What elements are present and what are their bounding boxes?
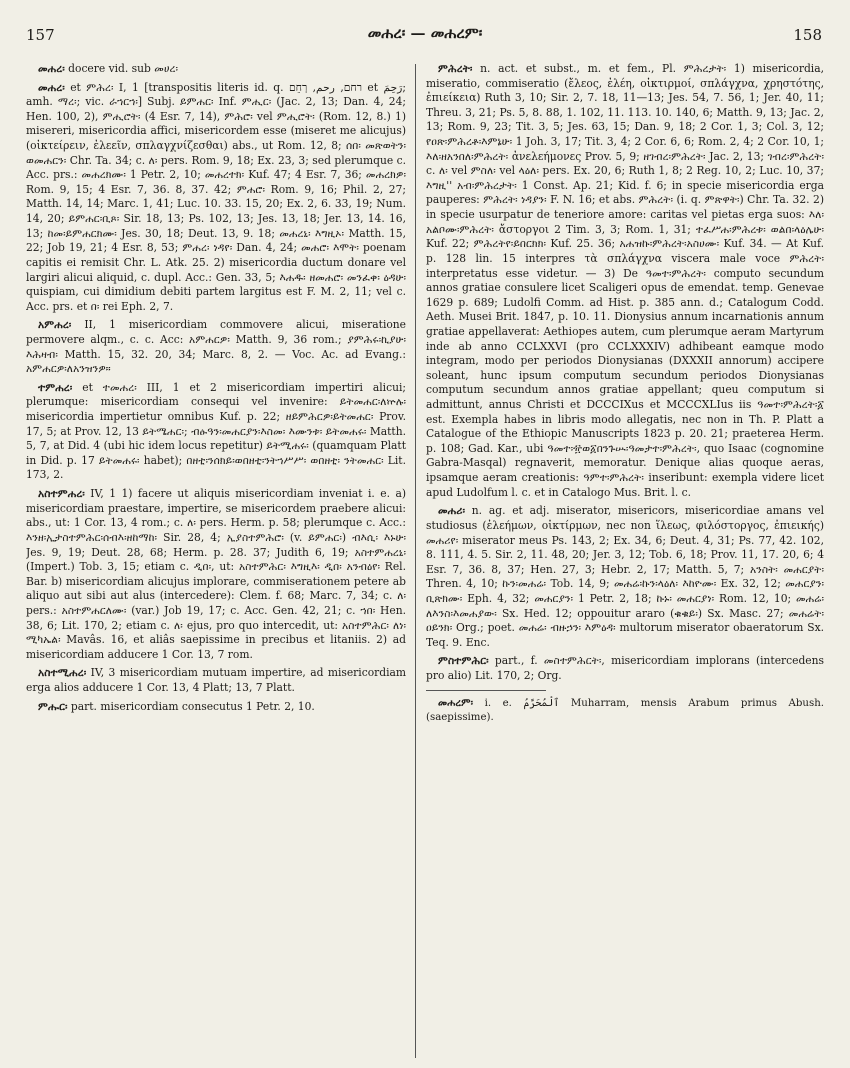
entry-text: n. ag. et adj. miserator, misericors, misericordiae amans vel studiosus (ἐλεήμων, οἰκτίρμων, nec non ἵλεως, φιλόστοργος, ἐπιεικής) መሐሪየ፡ miserator meus Ps. 143, 2; Ex. 34, 6; Deut. 4, 31; Ps. 77, 42. 102, 8. 111, 4. 5. Sir. 2, 11. 48, 20; Jer. 3, 12; Tob. 6, 18; Prov. 11, 17. 20, 6; 4 Esr. 7, 36. 8, 37; Hen. 27, 3; Hebr. 2, 17; Matth. 5, 7; አንስት፡ መሐርያት፡ Thren. 4, 10; ኩን፡መሐሬ፡ Tob. 14, 9; መሐሬ፡ኩን፡ላዕለ፡ እከዮሙ፡ Ex. 32, 12; መሐርያን፡ ቢጽክሙ፡ Eph. 4, 32; መሐርያን፡ 1 Petr. 2, 18; ኩኑ፡ መሐርያነ፡ Rom. 12, 10; መሐሬ፡ለእንስ፡እመሐያው፡ Sx. Hed. 12; oppouitur ararо (ቁቁይ፡) Sx. Masc. 27; መሐሬት፡ ዐይንክ፡ Org.; poet. መሐሬ፡ ብዙኃን፡ እምዕዳ፡ multorum miserator obaeratorum Sx. Teq. 9. Enc. bbox=[426, 504, 824, 649]
entry-headword: መሐረም፡ bbox=[438, 696, 474, 709]
right-column bbox=[426, 62, 824, 1058]
dictionary-entry bbox=[426, 62, 824, 500]
running-header bbox=[0, 22, 850, 48]
left-column bbox=[26, 62, 406, 1058]
entry-text: docere vid. sub መሀረ፡ bbox=[64, 62, 179, 75]
dictionary-entry bbox=[26, 318, 406, 376]
entry-headword: መሐሪ፡ bbox=[438, 504, 466, 518]
entry-headword: አስተምሐረ፡ bbox=[38, 487, 85, 501]
footnote-rule bbox=[426, 690, 546, 691]
entry-headword: አምሐረ፡ bbox=[38, 318, 72, 332]
dictionary-entry bbox=[426, 697, 824, 725]
entry-headword: ምስተምሕር፡ bbox=[438, 654, 489, 668]
entry-headword: መሐረ፡ bbox=[38, 62, 65, 75]
entry-text: part., f. መስተምሕርት፡, misericordiam implorans (intercedens pro alio) Lit. 170, 2; Org. bbox=[426, 654, 824, 682]
column-divider bbox=[415, 64, 416, 1058]
entry-text: IV, 3 misericordiam mutuam impertire, ad misericordiam erga alios adducere 1 Cor. 13, 4 Platt; 13, 7 Platt. bbox=[26, 666, 406, 694]
entry-text: n. act. et subst., m. et fem., Pl. ምሕረታት፡ 1) misericordia, miseratio, commiseratio (ἔλεος, ἐλέη, οἰκτιρμοί, σπλάγχνα, χρηστότης, ἐπιείκεια) Ruth 3, 10; Sir. 2, 7. 18, 11—13; Jes. 54, 7. 56, 1; Jer. 40, 11; Threu. 3, 21; Ps. 5, 8. 88, 1. 102, 11. 113. 10. 140, 6; Matth. 9, 13; Jac. 2, 13; Rom. 9, 23; Tit. 3, 5; Jes. 63, 15; Dan. 9, 18; 2 Cor. 1, 3; Col. 3, 12; የዐጽ፡ምሕረቶ፡እምኔሁ፡ 1 Joh. 3, 17; Tit. 3, 4; 2 Cor. 6, 6; Rom. 2, 4; 2 Cor. 10, 1; እለ፡ዘአንበለ፡ምሕረት፡ ἀνελεήμονες Prov. 5, 9; ዘገብረ፡ምሕረት፡ Jac. 2, 13; ገብረ፡ምሕረት፡ c. ለ፡ vel ምስለ፡ vel ላዕለ፡ pers. Ex. 20, 6; Ruth 1, 8; 2 Reg. 10, 2; Luc. 10, 37; እግዚ'' አብ፡ምሕረታት፡ 1 Const. Ap. 21; Kid. f. 6; in specie misericordia erga pauperes: ምሕረት፡ ነዳያን፡ F. N. 16; et abs. ምሕረት፡ (i. q. ምጽዋት፡) Chr. Ta. 32. 2) in specie usurpatur de teneriore amore: caritas vel pietas erga suos: እለ፡አልቦሙ፡ምሕረት፡ ἄστοργοι 2 Tim. 3, 3; Rom. 1, 31; ተፈሥሐ፡ምሕረቱ፡ ወልበ፡ላዕሌሁ፡ Kuf. 22; ምሕረትየ፡ይበርክክ፡ Kuf. 25. 36; አሐዝኩ፡ምሕረት፡አስሀሙ፡ Kuf. 34. — At Kuf. p. 128 lin. 15 interpres τὰ σπλάγχνα viscera male voce ምሕረት፡ interpretatus esse videtur. — 3) De ዓመተ፡ምሕረት፡ computo secundum annos gratiae consulere licet Scaligeri opus de emendat. temp. Genevae 1629 p. 689; Ludolfi Comm. ad Hist. p. 385 ann. d.; Catalogum Codd. Aeth. Musei Brit. 1847, p. 10. 11. Dionysius annum incarnationis annum gratiae appellaverat: Aethiopes autem, cum plerumque aeram Martyrum inde ab anno CCLXXVI (pro CCLXXXIV) adhibeant eamque modo integram, modo per periodos Dionysianas (DXXXII annorum) accipere soleant, hunc ipsum computum secundum periodos Dionysianas computum secundum annos gratiae appellant; queu computum si admittunt, annus Christi et DCCCIXus et MCCCXLIus iis ዓመተ፡ምሕረት፡፩ est. Exempla habes in libris modo allegatis, nec non in Th. P. Platt a Catalogue of the Ethiopic Manuscripts 1823 p. 20. 21; praeterea Herm. p. 108; Gad. Kar., ubi ዓመተ፡፹ወ፩በንጉሡ፡ዓመታተ፡ምሕረት፡, quo Isaac (cognomine Gabra-Masqal) regnaverit, memoratur. Denique alias quoque aeras, ipsamque aeram creationis: ዓምተ፡ምሕረት፡ inseribunt: exempla videre licet apud Ludolfum l. c. et in Catalogo Mus. Brit. l. c. bbox=[426, 62, 824, 499]
entry-text: part. misericordiam consecutus 1 Petr. 2, 10. bbox=[67, 699, 315, 713]
dictionary-entry bbox=[26, 487, 406, 662]
entry-headword: መሐረ፡ bbox=[38, 80, 65, 94]
entry-headword: ተምሐረ፡ bbox=[38, 380, 73, 394]
dictionary-entry bbox=[26, 81, 406, 315]
dictionary-entry bbox=[426, 504, 824, 650]
entry-text: IV, 1 1) facere ut aliquis misericordiam inveniat i. e. a) misericordiam praestare, impertire, se misericordem praebere alicui: abs., ut: 1 Cor. 13, 4 rom.; c. ለ፡ pers. Herm. p. 58; plerumque c. Acc.: እንዘ፡ኢታስተምሕር፡ሰብእ፡ዘከማከ፡ Sir. 28, 4; ኢያስተምሕሮ፡ (v. ይምሐር፡) ብእሲ፡ እኑሁ፡ Jes. 9, 19; Deut. 28, 68; Herm. p. 28. 37; Judith 6, 19; አስተምሐረኒ፡ (Impert.) Tob. 3, 15; etiam c. ዲበ፡, ut: አስተምሕር፡ እግዚእ፡ ዲበ፡ አንብዕየ፡ Rel. Bar. b) misericordiam alicujus implorare, commiserationem petere ab aliquo aut sibi aut alus (intercedere): Clem. f. 68; Marc. 7, 34; c. ለ፡ pers.: አስተምሐርለሙ፡ (var.) Job 19, 17; c. Acc. Gen. 42, 21; c. ኀበ፡ Hen. 38, 6; Lit. 170, 2; etiam c. ለ፡ ejus, pro quo intercedit, ut: አስተምሕር፡ ለነ፡ ሚካኤል፡ Mavâs. 16, et aliâs saepissime in precibus et litaniis. 2) ad misericordiam adducere 1 Cor. 13, 7 rom. bbox=[26, 487, 406, 661]
entry-headword: አስተሚሐረ፡ bbox=[38, 666, 87, 680]
entry-headword: ምሕረት፡ bbox=[438, 62, 473, 75]
dictionary-entry bbox=[426, 654, 824, 683]
entry-text: II, 1 misericordiam commovere alicui, miseratione permovere alqm., c. c. Acc: አምሐርዎ፡ Matth. 9, 36 rom.; ያምሕሩ፡ኪያሁ፡ እሕዛብ፡ Matth. 15, 32. 20, 34; Marc. 8, 2. — Voc. Ac. ad Evang.: አምሐርዎ፡ለአንዝንዎ። bbox=[26, 318, 406, 376]
page-number-right: 158 bbox=[793, 26, 822, 44]
dictionary-entry bbox=[26, 381, 406, 483]
entry-text: et ምሕረ፡ I, 1 [transpositis literis id. q. רחם, رحم, רְחֵם et رَحِمَ; amh. ማረ፡; vic. ራኀርኀ፡] Subj. ይምሐር፡ Inf. ምሒር፡ (Jac. 2, 13; Dan. 4, 24; Hen. 100, 2), ምሒሮት፡ (4 Esr. 7, 14), ምሕሮ፡ vel ምሒሮት፡ (Rom. 12, 8.) 1) misereri, misericordia affici, misericordem esse (miseret me alicujus) (οἰκτείρειν, ἐλεεῖν, σπλαγχνίζεσθαι) abs., ut Rom. 12, 8; ሰበ፡ መጽወትን፡ ወመሐርን፡ Chr. Ta. 34; c. ለ፡ pers. Rom. 9, 18; Ex. 23, 3; sed plerumque c. Acc. prs.: መሐረክሙ፡ 1 Petr. 2, 10; መሐረተክ፡ Kuf. 47; 4 Esr. 7, 36; መሐረክዎ፡ Rom. 9, 15; 4 Esr. 7, 36. 8, 37. 42; ምሐሮ፡ Rom. 9, 16; Phil. 2, 27; Matth. 14, 14; Marc. 1, 41; Luc. 10. 33. 15, 20; Ex. 2, 6. 33, 19; Num. 14, 20; ይምሐር፡ቢጾ፡ Sir. 18, 13; Ps. 102, 13; Jes. 13, 18; Jer. 13, 14. 16, 13; ከመ፡ይምሐርክሙ፡ Jes. 30, 18; Deut. 13, 9. 18; መሐረኒ፡ እግዚኦ፡ Matth. 15, 22; Job 19, 21; 4 Esr. 8, 53; ምሐረ፡ ነዳየ፡ Dan. 4, 24; መሐሮ፡ እሞት፡ poenam capitis ei remisit Chr. L. Atk. 25. 2) misericordia ductum donare vel largiri alicui aliquid, c. dupl. Acc.: Gen. 33, 5; እሐዱ፡ ዘመሐሮ፡ መንፈቀ፡ ዕዳሁ፡ quispiam, cui dimidium debiti partem largitus est F. M. 2, 11; vel c. Acc. prs. et በ፡ rei Eph. 2, 7. bbox=[26, 80, 406, 313]
dictionary-entry bbox=[26, 700, 406, 715]
page-number-left: 157 bbox=[26, 26, 55, 44]
entry-text: i. e. ٱلْمُحَرَّمُ Muharram, mensis Arabum primus Abush. (saepissime). bbox=[426, 697, 824, 723]
entry-headword: ምሑር፡ bbox=[38, 699, 68, 713]
dictionary-entry bbox=[26, 62, 406, 77]
header-title: መሐረ፡ — መሐረም፡ bbox=[367, 24, 483, 42]
entry-text: et ተመሐረ፡ III, 1 et 2 misericordiam impertiri alicui; plerumque: misericordiam consequi vel invenire: ይትመሐር፡ለኵሉ፡ misericordia impertietur omnibus Kuf. p. 22; ዘይምሕርዎ፡ይትመሐር፡ Prov. 17, 5; at Prov. 12, 13 ይትሜሐር፡; ብፁዓን፡መሐርያን፡እስመ፡ እሙንቱ፡ ይትመሐሩ፡ Matth. 5, 7, at Did. 4 (ubi hic idem locus repetitur) ይትሚሐሩ፡ (quamquam Platt in Did. p. 17 ይትመሐሩ፡ habet); በዘቲ፡ንሰክይ፡ወበዘቲ፡ንትኀሥሥ፡ ወበዘቲ፡ ንትመሐር፡ Lit. 173, 2. bbox=[26, 380, 406, 482]
dictionary-entry bbox=[26, 666, 406, 695]
